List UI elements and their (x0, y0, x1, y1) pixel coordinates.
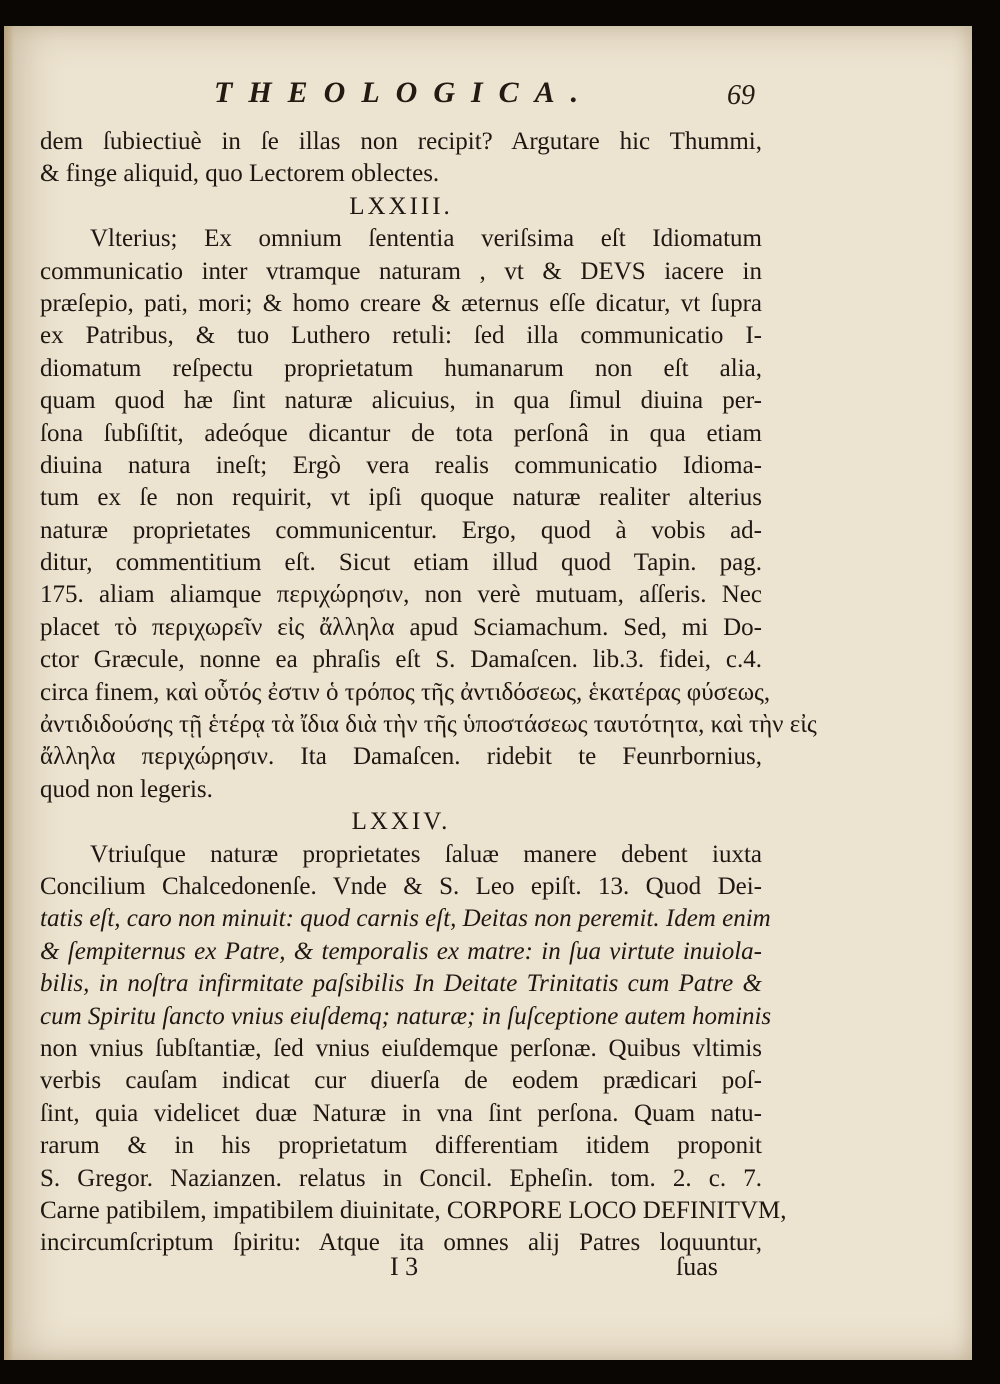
text-line: 175. aliam aliamque περιχώρησιν, non verè mutuam, aſſeris. Nec (40, 581, 762, 609)
text-line: non vnius ſubſtantiæ, ſed vnius eiuſdemque perſonæ. Quibus vltimis (40, 1034, 762, 1062)
text-line: ex Patribus, & tuo Luthero retuli: ſed illa communicatio I- (40, 322, 762, 350)
text-line: tum ex ſe non requirit, vt ipſi quoque naturæ realiter alterius (40, 484, 762, 512)
text-line: ἀντιδιδούσης τῇ ἑτέρᾳ τὰ ἴδια διὰ τὴν τῆς ὑποστάσεως ταυτότητα, καὶ τὴν εἰς (40, 711, 817, 739)
text-line: ſint, quia videlicet duæ Naturæ in vna ſint perſona. Quam natu- (40, 1099, 762, 1127)
text-line: communicatio inter vtramque naturam , vt & DEVS iacere in (40, 257, 762, 285)
text-line: rarum & in his proprietatum differentiam itidem proponit (40, 1132, 762, 1160)
text-line: diomatum reſpectu proprietatum humanarum non eſt alia, (40, 354, 762, 382)
text-line: naturæ proprietates communicentur. Ergo, quod à vobis ad- (40, 516, 762, 544)
text-line: ctor Græcule, nonne ea phraſis eſt S. Damaſcen. lib.3. fidei, c.4. (40, 646, 762, 674)
text-line: & ſempiternus ex Patre, & temporalis ex matre: in ſua virtute inuiola- (40, 937, 762, 965)
text-line: & finge aliquid, quo Lectorem oblectes. (40, 160, 440, 188)
page-gutter-shadow (4, 26, 14, 1360)
text-line: Concilium Chalcedonenſe. Vnde & S. Leo epiſt. 13. Quod Dei- (40, 872, 762, 900)
text-line: Vlterius; Ex omnium ſententia veriſsima eſt Idiomatum (90, 225, 762, 253)
text-line: S. Gregor. Nazianzen. relatus in Concil. Epheſin. tom. 2. c. 7. (40, 1164, 762, 1192)
text-line: ſona ſubſiſtit, adeóque dicantur de tota perſonâ in qua etiam (40, 419, 762, 447)
text-line: placet τὸ περιχωρεῖν εἰς ἄλληλα apud Sciamachum. Sed, mi Do- (40, 613, 762, 641)
text-line: cum Spiritu ſancto vnius eiuſdemq; naturæ; in ſuſceptione autem hominis (40, 1002, 772, 1030)
text-line: Carne patibilem, impatibilem diuinitate, CORPORE LOCO DEFINITVM, (40, 1196, 787, 1224)
text-line: bilis, in noſtra infirmitate paſsibilis In Deitate Trinitatis cum Patre & (40, 970, 762, 998)
text-line: diuina natura ineſt; Ergò vera realis communicatio Idioma- (40, 451, 762, 479)
page-number: 69 (727, 80, 755, 111)
text-line: tatis eſt, caro non minuit: quod carnis eſt, Deitas non peremit. Idem enim (40, 905, 771, 933)
section-heading: LXXIII. (349, 192, 453, 220)
text-line: Vtriuſque naturæ proprietates ſaluæ manere debent iuxta (90, 840, 762, 868)
body-text (40, 126, 817, 1260)
signature-mark: I 3 (390, 1252, 419, 1281)
text-line: præſepio, pati, mori; & homo creare & æternus eſſe dicatur, vt ſupra (40, 289, 762, 317)
section-heading: LXXIV. (351, 808, 451, 836)
text-line: dem ſubiectiuè in ſe illas non recipit? Argutare hic Thummi, (40, 128, 762, 155)
text-line: ditur, commentitium eſt. Sicut etiam illud quod Tapin. pag. (40, 549, 762, 577)
text-line: quam quod hæ ſint naturæ alicuius, in qua ſimul diuina per- (40, 387, 762, 415)
text-line: verbis cauſam indicat cur diuerſa de eodem prædicari poſ- (40, 1067, 762, 1095)
text-line: quod non legeris. (40, 775, 213, 803)
running-head: THEOLOGICA. (214, 76, 595, 109)
text-line: circa finem, καὶ οὗτός ἐστιν ὁ τρόπος τῆς ἀντιδόσεως, ἑκατέρας φύσεως, (40, 678, 771, 706)
text-line: incircumſcriptum ſpiritu: Atque ita omnes alij Patres loquuntur, (40, 1229, 762, 1257)
text-line: ἄλληλα περιχώρησιν. Ita Damaſcen. ridebit te Feunrbornius, (40, 743, 762, 771)
catchword: ſuas (676, 1252, 718, 1281)
